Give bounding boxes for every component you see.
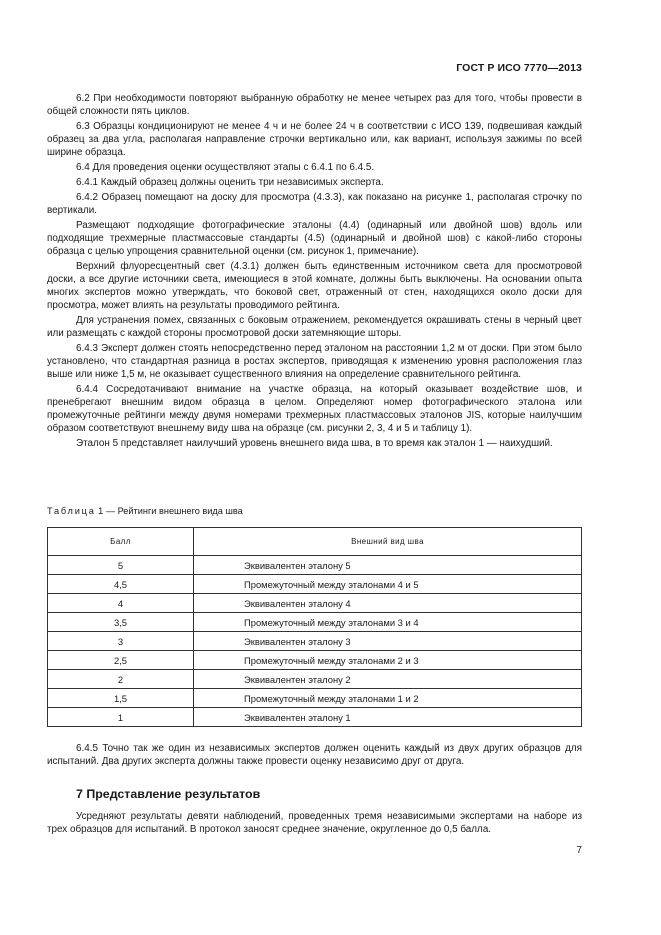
section-text [47, 810, 582, 838]
paragraph-6-4-2: 6.4.2 Образец помещают на доску для просмотра (4.3.3), как показано на рисунке 1, располагая строчку по вертикали. [47, 192, 582, 216]
table-caption-title: 1 — Рейтинги внешнего вида шва [95, 506, 243, 516]
table-row [48, 556, 582, 575]
appearance-cell: Эквивалентен эталону 5 [194, 556, 582, 575]
header-appearance: Внешний вид шва [194, 528, 582, 556]
score-cell: 3,5 [48, 613, 194, 632]
table-caption [47, 506, 243, 516]
table-row [48, 670, 582, 689]
paragraph-etalon-5: Эталон 5 представляет наилучший уровень внешнего вида шва, в то время как эталон 1 — наихудший. [76, 438, 553, 449]
paragraph-6-3: 6.3 Образцы кондиционируют не менее 4 ч и не более 24 ч в соответствии с ИСО 139, подвешивая каждый образец за два угла, располагая направление строчки вертикально или, как вариант, используя зажимы по всей ширине образца. [47, 121, 582, 158]
table-row [48, 613, 582, 632]
paragraph-results: Усредняют результаты девяти наблюдений, проведенных тремя независимыми экспертами на наборе из трех образцов для испытаний. В протокол заносят среднее значение, округленное до 0,5 балла. [47, 811, 582, 835]
appearance-cell: Эквивалентен эталону 1 [194, 708, 582, 727]
table-caption-prefix: Таблица [47, 506, 96, 516]
score-cell: 4 [48, 594, 194, 613]
appearance-cell: Промежуточный между эталонами 1 и 2 [194, 689, 582, 708]
appearance-cell: Эквивалентен эталону 4 [194, 594, 582, 613]
appearance-cell: Промежуточный между эталонами 3 и 4 [194, 613, 582, 632]
rating-table [47, 527, 582, 727]
table-header-row [48, 528, 582, 556]
appearance-cell: Эквивалентен эталону 3 [194, 632, 582, 651]
table-row [48, 632, 582, 651]
table-row [48, 651, 582, 670]
score-cell: 3 [48, 632, 194, 651]
after-table-text [47, 742, 582, 770]
paragraph-6-4: 6.4 Для проведения оценки осуществляют этапы с 6.4.1 по 6.4.5. [76, 162, 375, 173]
appearance-cell: Промежуточный между эталонами 4 и 5 [194, 575, 582, 594]
score-cell: 5 [48, 556, 194, 575]
paragraph-6-2: 6.2 При необходимости повторяют выбранную обработку не менее четырех раз для того, чтобы провести в общей сложности пять циклов. [47, 93, 582, 117]
header-score: Балл [48, 528, 194, 556]
score-cell: 1 [48, 708, 194, 727]
paragraph-6-4-3: 6.4.3 Эксперт должен стоять непосредственно перед эталоном на расстоянии 1,2 м от доски. При этом было установлено, что стандартная разница в ростах экспертов, приводящая к изменению уровня расположения глаз выше или ниже 1,5 м, не оказывает существенного влияния на определение сравнительного рейтинга. [47, 343, 582, 380]
table-row [48, 575, 582, 594]
score-cell: 4,5 [48, 575, 194, 594]
paragraph-reflection: Для устранения помех, связанных с боковым отражением, рекомендуется окрашивать стены в черный цвет или размещать с каждой стороны просмотровой доски затемняющие шторы. [47, 315, 582, 339]
body-text [47, 92, 582, 452]
page-number: 7 [576, 845, 582, 856]
paragraph-6-4-5: 6.4.5 Точно так же один из независимых экспертов должен оценить каждый из двух других образцов для испытаний. Два других эксперта должны также провести оценку независимо друг от друга. [47, 743, 582, 767]
score-cell: 2 [48, 670, 194, 689]
paragraph-lighting: Верхний флуоресцентный свет (4.3.1) должен быть единственным источником света для просмотровой доски, а все другие источники света, имеющиеся в этой комнате, должны быть выключены. На основании опыта многих экспертов можно утверждать, что боковой свет, отраженный от стен, находящихся около доски для просмотра, может влиять на результаты проводимого рейтинга. [47, 261, 582, 311]
paragraph-6-4-4: 6.4.4 Сосредотачивают внимание на участке образца, на который оказывает воздействие шов, и пренебрегают внешним видом образца в целом. Определяют номер фотографического эталона или промежуточные рейтинги между двумя номерами трехмерных пластмассовых эталонов JIS, которые наилучшим образом соответствуют внешнему виду шва на образце (см. рисунки 2, 3, 4 и 5 и таблицу 1). [47, 384, 582, 434]
paragraph-6-4-1: 6.4.1 Каждый образец должны оценить три независимых эксперта. [76, 177, 384, 188]
table-row [48, 689, 582, 708]
score-cell: 2,5 [48, 651, 194, 670]
paragraph-standards: Размещают подходящие фотографические эталоны (4.4) (одинарный или двойной шов) вдоль или подходящие трехмерные пластмассовые стандарты (4.5) (одинарный и двойной шов) с какой-либо стороны образца с целью упрощения сравнительной оценки (см. рисунок 1, примечание). [47, 220, 582, 257]
appearance-cell: Промежуточный между эталонами 2 и 3 [194, 651, 582, 670]
document-id: ГОСТ Р ИСО 7770—2013 [456, 62, 582, 74]
score-cell: 1,5 [48, 689, 194, 708]
table-row [48, 708, 582, 727]
section-heading: 7 Представление результатов [76, 787, 261, 801]
appearance-cell: Эквивалентен эталону 2 [194, 670, 582, 689]
table-row [48, 594, 582, 613]
